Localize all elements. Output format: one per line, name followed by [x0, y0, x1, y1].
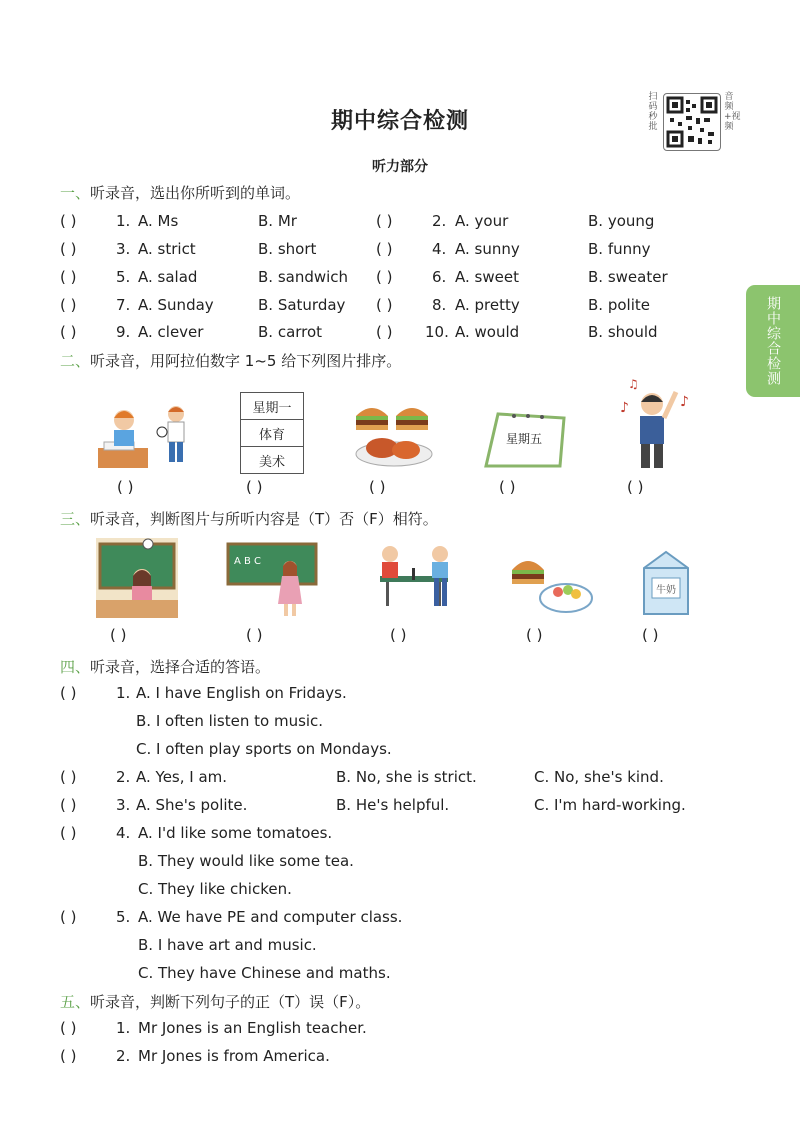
question-number: 2. [116, 1047, 131, 1065]
blackboard-abc-image [226, 542, 318, 618]
question-number: 7. [116, 296, 131, 314]
answer-blank[interactable]: ( ) [60, 1019, 77, 1037]
option-c: C. They have Chinese and maths. [138, 964, 391, 982]
section-5-number: 五、 [60, 993, 91, 1011]
question-number: 1. [116, 1019, 131, 1037]
option-b: B. polite [588, 296, 650, 314]
option-a: A. clever [138, 323, 204, 341]
question-number: 5. [116, 908, 131, 926]
option-b: B. They would like some tea. [138, 852, 354, 870]
blackboard-text: A B C [234, 556, 262, 567]
option-a: A. She's polite. [136, 796, 248, 814]
option-a: A. Sunday [138, 296, 214, 314]
option-b: B. Mr [258, 212, 297, 230]
option-b: B. I have art and music. [138, 936, 317, 954]
question-number: 2. [432, 212, 447, 230]
answer-blank[interactable]: ( ) [110, 626, 127, 644]
question-number: 3. [116, 240, 131, 258]
timetable-cell: 星期一 [241, 393, 304, 420]
kids-homework-football-image [96, 398, 196, 472]
answer-blank[interactable]: ( ) [390, 626, 407, 644]
answer-blank[interactable]: ( ) [499, 478, 516, 496]
answer-blank[interactable]: ( ) [376, 240, 393, 258]
qr-code-icon [663, 93, 721, 151]
answer-blank[interactable]: ( ) [246, 626, 263, 644]
option-a: A. Yes, I am. [136, 768, 228, 786]
option-b: B. He's helpful. [336, 796, 450, 814]
question-number: 4. [116, 824, 131, 842]
question-number: 10. [425, 323, 449, 341]
option-c: C. No, she's kind. [534, 768, 664, 786]
answer-blank[interactable]: ( ) [60, 824, 77, 842]
section-3-text: 听录音，判断图片与所听内容是（T）否（F）相符。 [90, 510, 438, 528]
option-b: B. short [258, 240, 317, 258]
option-b: B. carrot [258, 323, 323, 341]
answer-blank[interactable]: ( ) [60, 768, 77, 786]
question-number: 1. [116, 212, 131, 230]
svg-text:♪: ♪ [620, 400, 629, 416]
answer-blank[interactable]: ( ) [376, 296, 393, 314]
option-a: A. strict [138, 240, 196, 258]
answer-blank[interactable]: ( ) [60, 212, 77, 230]
question-number: 5. [116, 268, 131, 286]
answer-blank[interactable]: ( ) [60, 323, 77, 341]
milk-carton-image [636, 548, 696, 618]
page-subtitle: 听力部分 [372, 159, 428, 175]
option-a: A. sunny [455, 240, 520, 258]
burgers-chicken-image [352, 398, 438, 470]
burger-salad-image [508, 550, 594, 616]
option-c: C. I'm hard-working. [534, 796, 686, 814]
option-a: A. would [455, 323, 520, 341]
answer-blank[interactable]: ( ) [376, 268, 393, 286]
statement-text: Mr Jones is from America. [138, 1047, 330, 1065]
svg-text:♪: ♪ [680, 394, 689, 410]
timetable-image [240, 392, 304, 474]
section-4-number: 四、 [60, 658, 91, 676]
answer-blank[interactable]: ( ) [627, 478, 644, 496]
answer-blank[interactable]: ( ) [117, 478, 134, 496]
option-b: B. sandwich [258, 268, 349, 286]
qr-left-label: 扫码秒批 [648, 92, 658, 132]
timetable-cell: 美术 [241, 447, 304, 474]
answer-blank[interactable]: ( ) [526, 626, 543, 644]
ping-pong-image [366, 540, 462, 618]
option-b: B. sweater [588, 268, 668, 286]
answer-blank[interactable]: ( ) [60, 684, 77, 702]
question-number: 3. [116, 796, 131, 814]
option-a: A. sweet [455, 268, 519, 286]
answer-blank[interactable]: ( ) [376, 323, 393, 341]
section-1-number: 一、 [60, 184, 91, 202]
option-a: A. your [455, 212, 509, 230]
question-number: 8. [432, 296, 447, 314]
option-a: A. pretty [455, 296, 520, 314]
answer-blank[interactable]: ( ) [60, 268, 77, 286]
question-number: 4. [432, 240, 447, 258]
answer-blank[interactable]: ( ) [642, 626, 659, 644]
question-number: 9. [116, 323, 131, 341]
section-2-number: 二、 [60, 352, 91, 370]
answer-blank[interactable]: ( ) [376, 212, 393, 230]
option-b: B. should [588, 323, 658, 341]
side-tab[interactable]: 期中综合检测 [746, 285, 800, 397]
option-a: A. salad [138, 268, 198, 286]
svg-text:♫: ♫ [628, 378, 639, 391]
section-1-heading [60, 182, 300, 203]
option-b: B. funny [588, 240, 651, 258]
option-a: A. I have English on Fridays. [136, 684, 347, 702]
desk-calendar-image [480, 404, 572, 470]
option-a: A. Ms [138, 212, 179, 230]
question-number: 2. [116, 768, 131, 786]
answer-blank[interactable]: ( ) [60, 240, 77, 258]
page-title: 期中综合检测 [330, 109, 469, 134]
answer-blank[interactable]: ( ) [369, 478, 386, 496]
answer-blank[interactable]: ( ) [60, 796, 77, 814]
section-3-heading [60, 508, 438, 529]
section-5-heading [60, 991, 370, 1012]
question-number: 6. [432, 268, 447, 286]
qr-code-block[interactable] [648, 90, 740, 150]
qr-right-label: 音频+视频 [724, 92, 741, 132]
option-b: B. No, she is strict. [336, 768, 477, 786]
answer-blank[interactable]: ( ) [60, 908, 77, 926]
timetable-cell: 体育 [241, 420, 304, 447]
question-number: 1. [116, 684, 131, 702]
section-2-text: 听录音，用阿拉伯数字 1~5 给下列图片排序。 [90, 352, 402, 370]
option-a: A. We have PE and computer class. [138, 908, 403, 926]
option-c: C. I often play sports on Mondays. [136, 740, 392, 758]
answer-blank[interactable]: ( ) [60, 1047, 77, 1065]
option-b: B. young [588, 212, 655, 230]
answer-blank[interactable]: ( ) [246, 478, 263, 496]
section-4-heading [60, 656, 270, 677]
singing-boy-image [610, 378, 694, 472]
section-2-heading [60, 350, 401, 371]
statement-text: Mr Jones is an English teacher. [138, 1019, 367, 1037]
option-c: C. They like chicken. [138, 880, 292, 898]
section-1-text: 听录音，选出你所听到的单词。 [90, 184, 301, 202]
section-4-text: 听录音，选择合适的答语。 [90, 658, 271, 676]
carton-label: 牛奶 [656, 585, 676, 596]
classroom-teacher-image [96, 538, 178, 618]
section-3-number: 三、 [60, 510, 91, 528]
option-a: A. I'd like some tomatoes. [138, 824, 333, 842]
option-b: B. Saturday [258, 296, 346, 314]
calendar-label: 星期五 [506, 432, 543, 446]
option-b: B. I often listen to music. [136, 712, 324, 730]
section-5-text: 听录音，判断下列句子的正（T）误（F）。 [90, 993, 371, 1011]
answer-blank[interactable]: ( ) [60, 296, 77, 314]
